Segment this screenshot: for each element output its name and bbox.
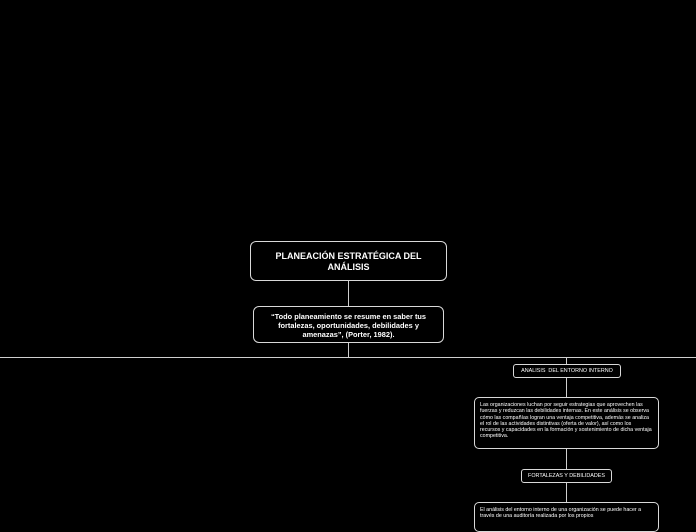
connector-topic2-detail2 — [566, 483, 567, 502]
detail-node-estrategias[interactable] — [474, 397, 659, 449]
connector-topic1-detail1 — [566, 378, 567, 397]
quote-text: “Todo planeamiento se resume en saber tus fortalezas, oportunidades, debilidades y amenazas”, (Porter, 1982). — [270, 312, 427, 339]
topic-analisis-label: ANALISIS DEL ENTORNO INTERNO — [521, 368, 613, 374]
connector-detail1-topic2 — [566, 449, 567, 469]
topic-fortalezas-debilidades[interactable] — [521, 469, 612, 483]
connector-bus-topic1 — [566, 357, 567, 364]
connector-horizontal-bus — [0, 357, 696, 358]
topic-fortalezas-label: FORTALEZAS Y DEBILIDADES — [528, 473, 605, 479]
detail-node-auditoria[interactable] — [474, 502, 659, 532]
topic-analisis-entorno-interno[interactable] — [513, 364, 621, 378]
detail-text-auditoria: El análisis del entorno interno de una organización se puede hacer a través de una auditoría realizada por los propios — [480, 507, 642, 520]
quote-node[interactable] — [253, 306, 444, 343]
connector-quote-bus — [348, 343, 349, 357]
connector-title-quote — [348, 281, 349, 306]
detail-text-estrategias: Las organizaciones luchan por seguir estrategias que aprovechen las fuerzas y reduzcan las debilidades internas. En este análisis se observa cómo las compañías logran una ventaja competitiva, además se analiza el rol de las actividades distintivas (oferta de valor), así como los recursos y capacidades en la formación y sostenimiento de dicha ventaja competitiva. — [480, 402, 652, 440]
root-topic-title: PLANEACIÓN ESTRATÉGICA DEL ANÁLISIS — [275, 251, 422, 272]
root-topic-node[interactable] — [250, 241, 447, 281]
